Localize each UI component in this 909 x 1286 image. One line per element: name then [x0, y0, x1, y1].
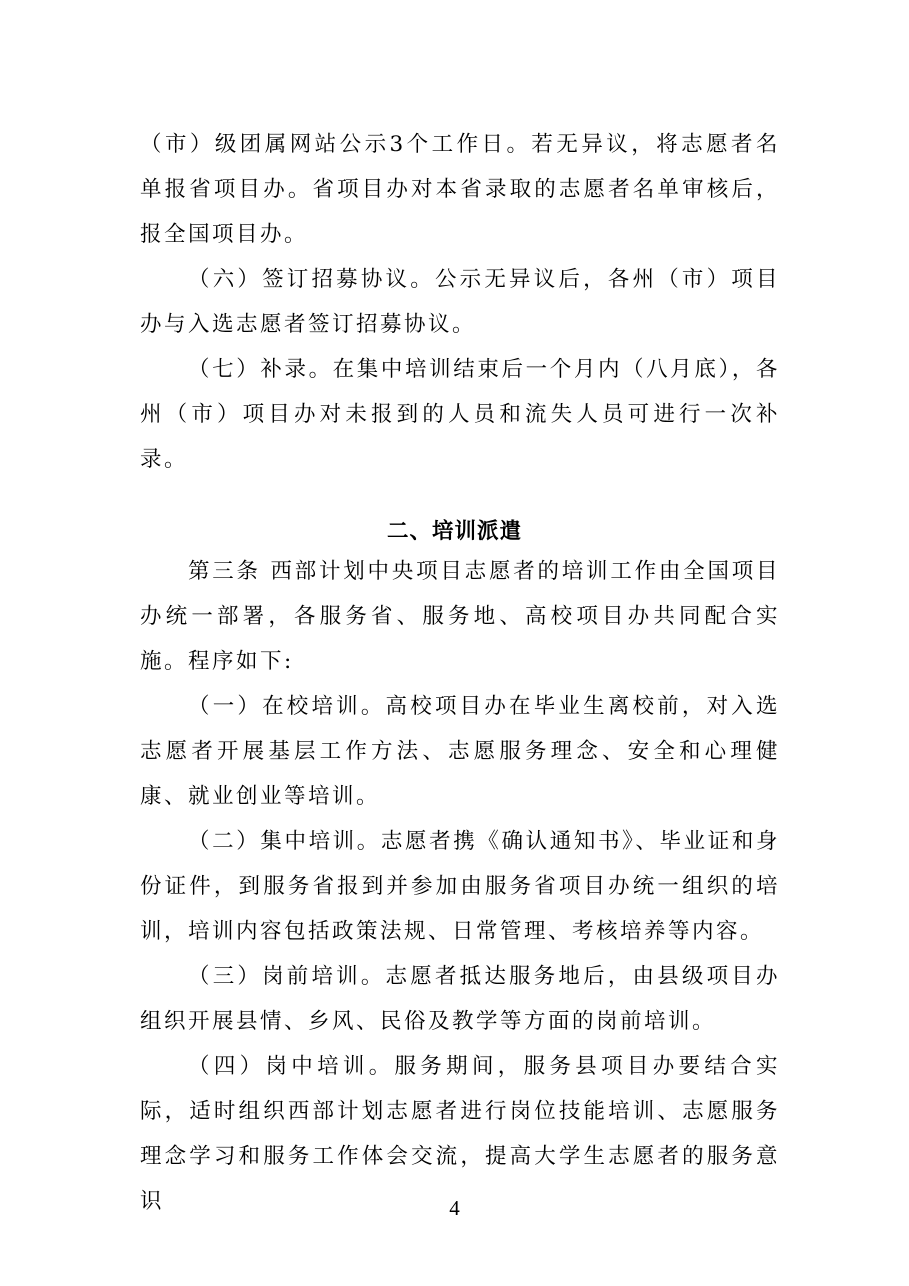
paragraph-supplementary-enrollment: （七）补录。在集中培训结束后一个月内（八月底），各州（市）项目办对未报到的人员和流失人员可进行一次补录。	[140, 357, 780, 472]
paragraph-pre-job-training: （三）岗前培训。志愿者抵达服务地后，由县级项目办组织开展县情、乡风、民俗及教学等方面的岗前培训。	[140, 964, 780, 1034]
paragraph-publicity: （市）级团属网站公示3个工作日。若无异议，将志愿者名单报省项目办。省项目办对本省录取的志愿者名单审核后，报全国项目办。	[140, 132, 780, 247]
paragraph-sign-agreement: （六）签订招募协议。公示无异议后，各州（市）项目办与入选志愿者签订招募协议。	[140, 267, 780, 337]
page-number: 4	[449, 1196, 460, 1220]
section-heading: 二、培训派遣	[386, 519, 522, 544]
paragraph-article-three: 第三条 西部计划中央项目志愿者的培训工作由全国项目办统一部署，各服务省、服务地、高校项目办共同配合实施。程序如下:	[140, 559, 780, 674]
paragraph-centralized-training: （二）集中培训。志愿者携《确认通知书》、毕业证和身份证件，到服务省报到并参加由服务省项目办统一组织的培训，培训内容包括政策法规、日常管理、考核培养等内容。	[140, 829, 780, 944]
paragraph-school-training: （一）在校培训。高校项目办在毕业生离校前，对入选志愿者开展基层工作方法、志愿服务理念、安全和心理健康、就业创业等培训。	[140, 694, 780, 809]
paragraph-on-job-training: （四）岗中培训。服务期间，服务县项目办要结合实际，适时组织西部计划志愿者进行岗位技能培训、志愿服务理念学习和服务工作体会交流，提高大学生志愿者的服务意识	[140, 1054, 780, 1214]
